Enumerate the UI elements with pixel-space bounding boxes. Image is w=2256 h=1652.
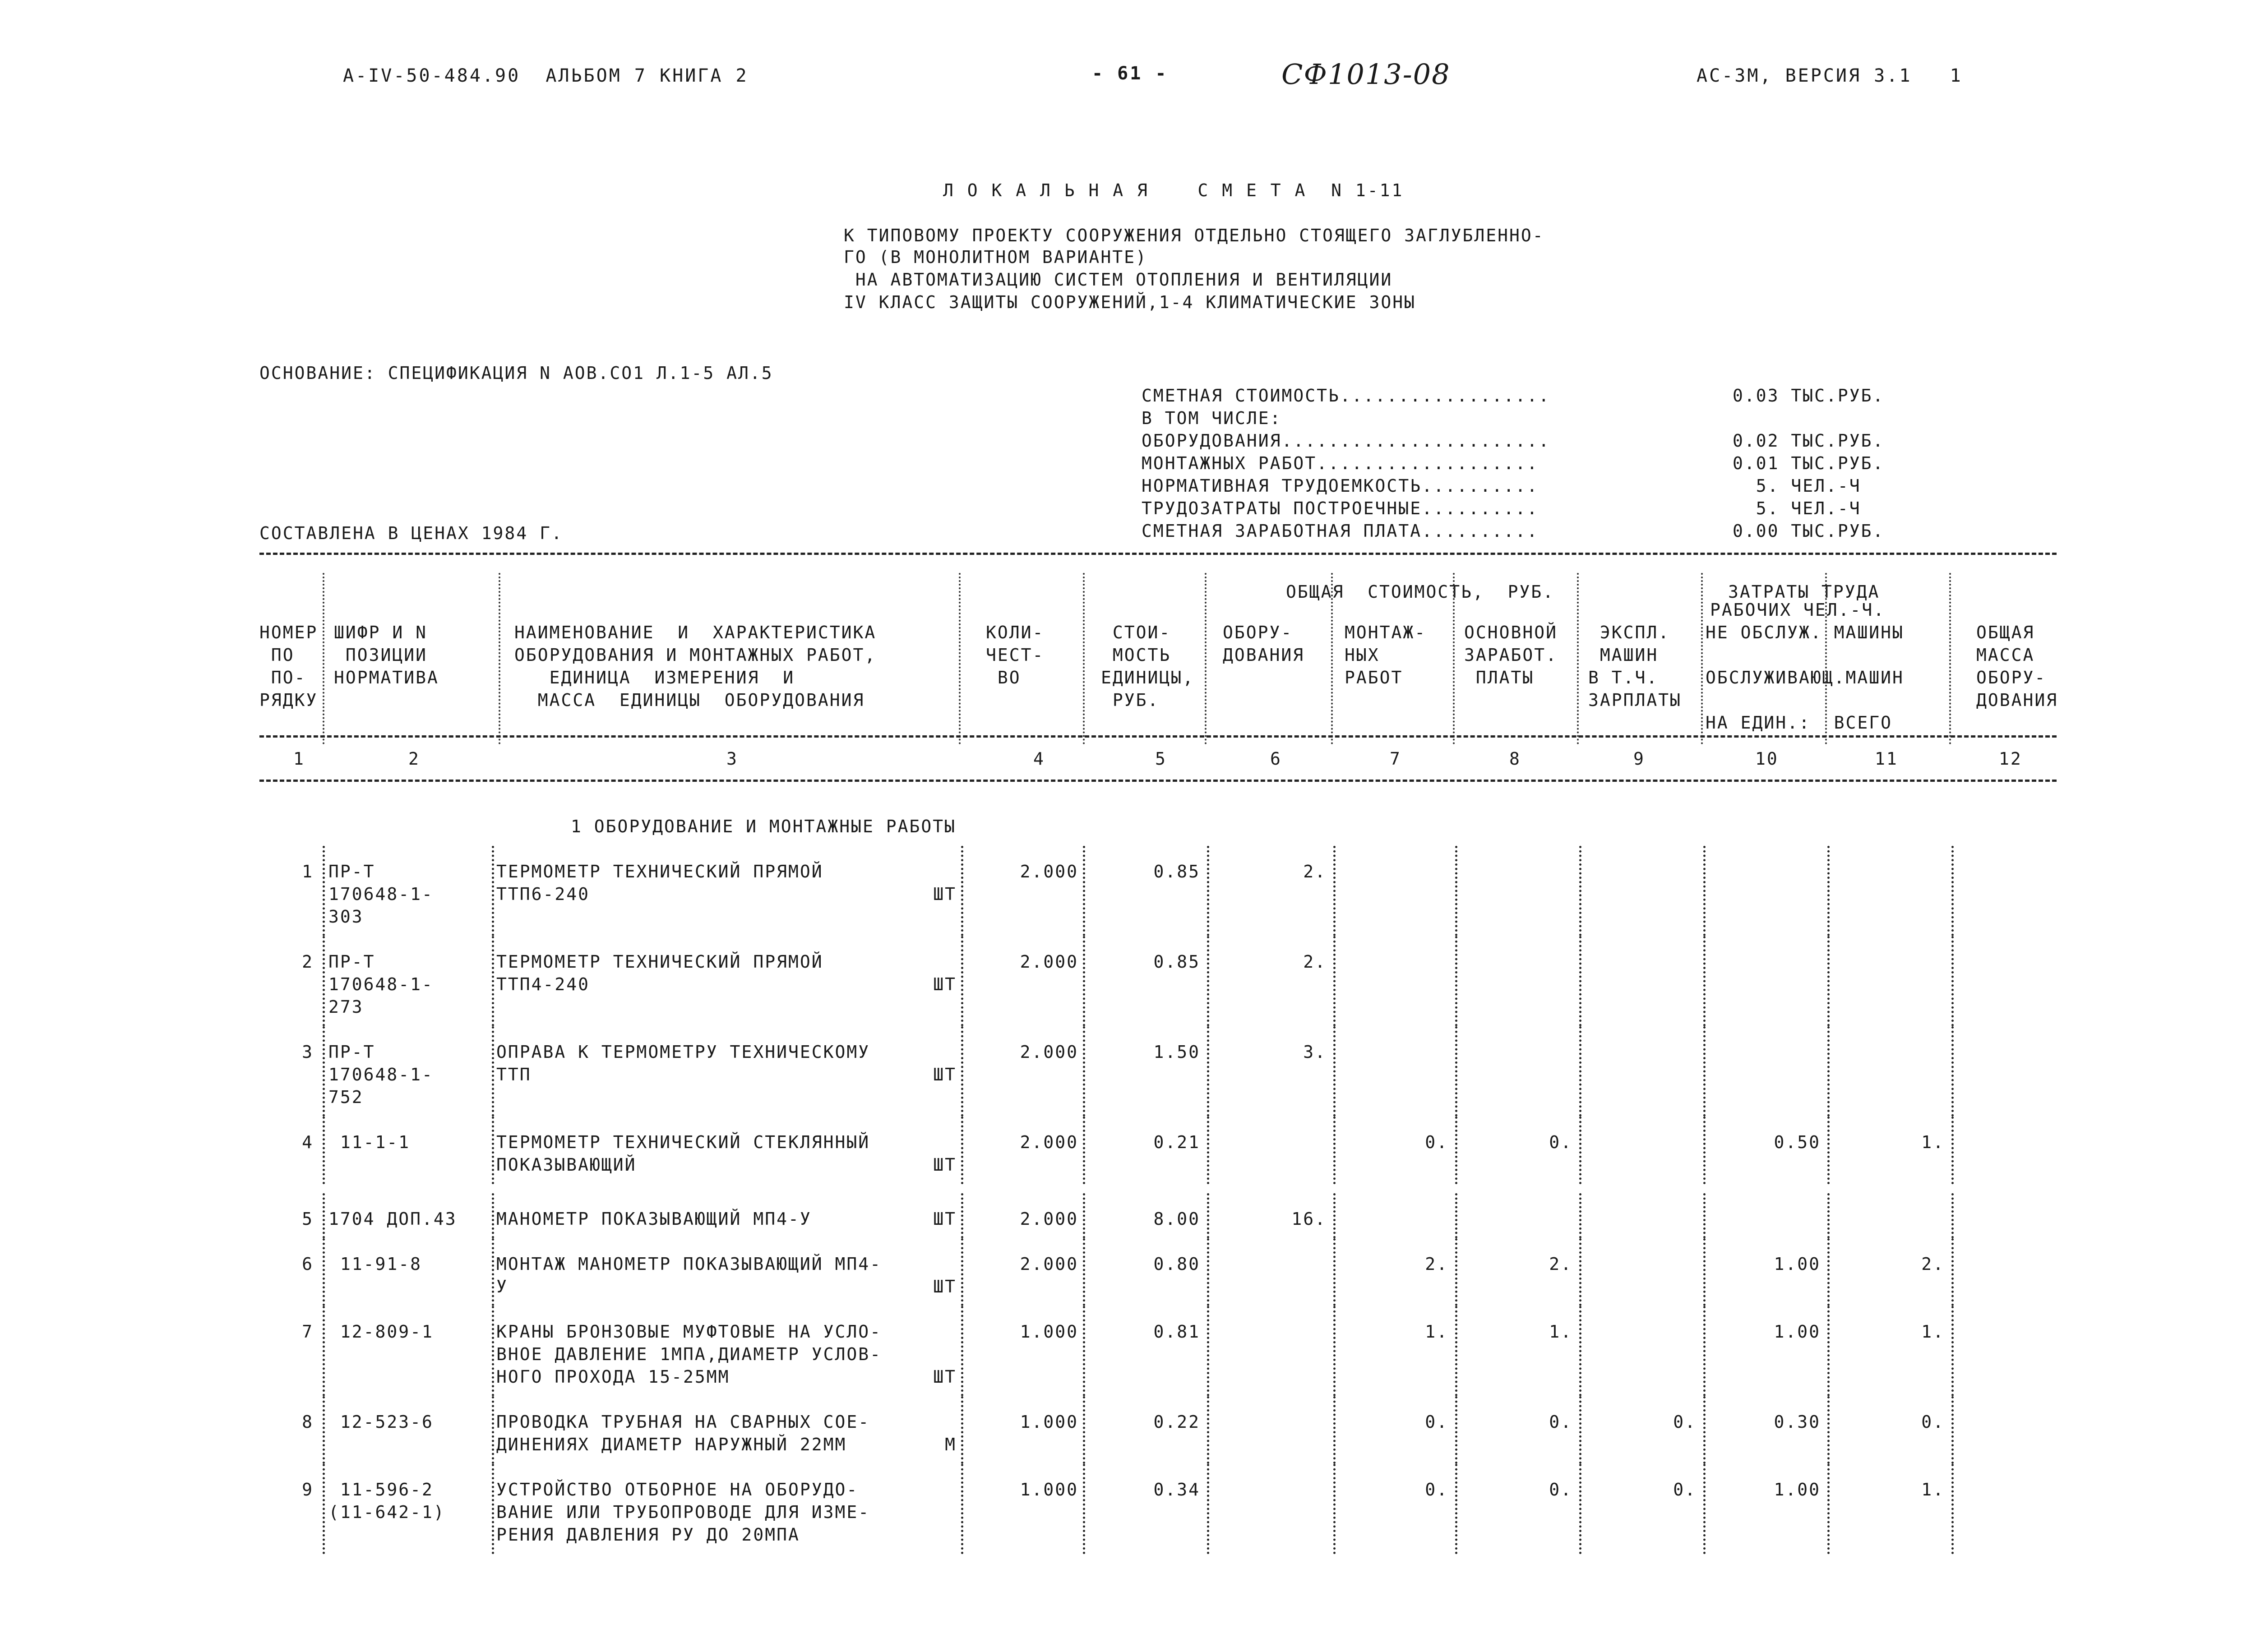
row-qty: 2.000 [1020, 1042, 1078, 1062]
row-column-divider [1951, 1306, 1954, 1396]
row-column-divider [492, 1117, 494, 1184]
row-labor-unit: 0.50 [1774, 1132, 1821, 1152]
column-header-c9: В Т.Ч. [1588, 668, 1659, 688]
row-column-divider [1703, 1238, 1706, 1306]
row-name: ДИНЕНИЯХ ДИАМЕТР НАРУЖНЫЙ 22ММ [496, 1435, 847, 1454]
row-column-divider [961, 846, 963, 936]
row-column-divider [1579, 1117, 1581, 1184]
row-column-divider [1333, 936, 1336, 1026]
row-column-divider [1455, 1306, 1457, 1396]
row-number: 5 [302, 1209, 314, 1229]
row-column-divider [1579, 846, 1581, 936]
column-header-c1: НОМЕР [259, 623, 318, 642]
column-separator [1701, 573, 1703, 744]
row-column-divider [323, 1396, 325, 1464]
row-column-divider [1951, 1026, 1954, 1117]
row-column-divider [1827, 1026, 1830, 1117]
header-rule-top [259, 553, 2057, 555]
row-column-divider [1703, 1026, 1706, 1117]
row-column-divider [1951, 1396, 1954, 1464]
row-unit: ШТ [933, 1367, 957, 1387]
row-column-divider [1083, 1193, 1085, 1238]
row-unit: ШТ [933, 884, 957, 904]
row-price: 1.50 [1153, 1042, 1200, 1062]
row-qty: 1.000 [1020, 1322, 1078, 1342]
column-number: 1 [293, 749, 305, 769]
row-equip: 3. [1303, 1042, 1327, 1062]
row-name: ТЕРМОМЕТР ТЕХНИЧЕСКИЙ ПРЯМОЙ [496, 862, 823, 881]
column-number: 4 [1033, 749, 1045, 769]
row-column-divider [492, 936, 494, 1026]
row-price: 8.00 [1153, 1209, 1200, 1229]
row-mach: 0. [1673, 1480, 1697, 1500]
row-column-divider [1703, 1396, 1706, 1464]
column-separator [1205, 573, 1207, 744]
summary-value: 0.03 ТЫС.РУБ. [1733, 386, 1885, 406]
row-column-divider [492, 1026, 494, 1117]
row-column-divider [961, 1238, 963, 1306]
row-column-divider [1083, 1306, 1085, 1396]
column-separator [1577, 573, 1579, 744]
row-column-divider [323, 1026, 325, 1117]
row-name: У [496, 1277, 508, 1297]
row-name: ТТП4-240 [496, 974, 590, 994]
row-price: 0.85 [1153, 862, 1200, 881]
row-labor-unit: 1.00 [1774, 1322, 1821, 1342]
row-qty: 1.000 [1020, 1480, 1078, 1500]
summary-value: 5. ЧЕЛ.-Ч [1733, 476, 1861, 496]
row-number: 8 [302, 1412, 314, 1432]
row-column-divider [961, 1396, 963, 1464]
row-qty: 2.000 [1020, 1209, 1078, 1229]
row-code: ПР-Т [328, 952, 375, 972]
row-column-divider [961, 1026, 963, 1117]
row-code: 273 [328, 997, 364, 1017]
column-header-labor: ЗАТРАТЫ ТРУДА [1728, 582, 1880, 602]
column-header-c3: МАССА ЕДИНИЦЫ ОБОРУДОВАНИЯ [514, 690, 865, 710]
row-mount: 0. [1425, 1132, 1448, 1152]
row-column-divider [1703, 1464, 1706, 1554]
row-unit: М [945, 1435, 957, 1454]
row-wage: 1. [1549, 1322, 1572, 1342]
row-name: ВАНИЕ ИЛИ ТРУБОПРОВОДЕ ДЛЯ ИЗМЕ- [496, 1502, 870, 1522]
row-column-divider [1579, 936, 1581, 1026]
row-labor-total: 0. [1921, 1412, 1945, 1432]
row-column-divider [1333, 1306, 1336, 1396]
row-column-divider [1951, 1117, 1954, 1184]
row-column-divider [1951, 936, 1954, 1026]
row-column-divider [492, 1464, 494, 1554]
column-header-total-cost: ОБЩАЯ СТОИМОСТЬ, РУБ. [1286, 582, 1555, 602]
row-column-divider [492, 1238, 494, 1306]
column-header-c12: ОБОРУ- [1976, 668, 2047, 688]
summary-label: СМЕТНАЯ ЗАРАБОТНАЯ ПЛАТА.......... [1142, 521, 1539, 541]
row-code: 303 [328, 907, 364, 927]
column-header-c5: ЕДИНИЦЫ, [1101, 668, 1195, 688]
column-header-c9: МАШИН [1588, 645, 1659, 665]
summary-label: СМЕТНАЯ СТОИМОСТЬ.................. [1142, 386, 1550, 406]
row-code: ПР-Т [328, 1042, 375, 1062]
row-price: 0.80 [1153, 1254, 1200, 1274]
row-equip: 2. [1303, 862, 1327, 881]
row-column-divider [492, 1193, 494, 1238]
row-column-divider [1579, 1396, 1581, 1464]
row-code: 170648-1- [328, 1065, 434, 1084]
row-column-divider [1827, 846, 1830, 936]
row-number: 2 [302, 952, 314, 972]
album-reference: А-IV-50-484.90 АЛЬБОМ 7 КНИГА 2 [343, 65, 749, 86]
handwritten-document-code: СФ1013-08 [1281, 58, 1451, 91]
column-header-c7: НЫХ [1345, 645, 1380, 665]
row-column-divider [323, 1193, 325, 1238]
software-version: АС-3М, ВЕРСИЯ 3.1 1 [1697, 65, 1963, 86]
row-column-divider [1455, 1193, 1457, 1238]
column-header-c1: ПО [259, 645, 295, 665]
column-number: 12 [1999, 749, 2022, 769]
row-column-divider [1083, 1026, 1085, 1117]
row-column-divider [323, 1117, 325, 1184]
column-header-c2: НОРМАТИВА [334, 668, 439, 688]
row-column-divider [1333, 1026, 1336, 1117]
column-header-c5: МОСТЬ [1101, 645, 1171, 665]
row-column-divider [1827, 1117, 1830, 1184]
row-column-divider [1827, 1193, 1830, 1238]
column-header-c12: МАССА [1976, 645, 2035, 665]
row-column-divider [1951, 846, 1954, 936]
row-code: 11-1-1 [328, 1132, 411, 1152]
row-column-divider [1207, 846, 1209, 936]
row-equip: 2. [1303, 952, 1327, 972]
row-column-divider [323, 936, 325, 1026]
row-column-divider [1579, 1026, 1581, 1117]
row-unit: ШТ [933, 974, 957, 994]
row-name: МАНОМЕТР ПОКАЗЫВАЮЩИЙ МП4-У [496, 1209, 812, 1229]
row-name: ПОКАЗЫВАЮЩИЙ [496, 1155, 637, 1175]
row-column-divider [1207, 1464, 1209, 1554]
column-number: 11 [1875, 749, 1898, 769]
row-unit: ШТ [933, 1065, 957, 1084]
column-separator [1949, 573, 1951, 744]
row-qty: 2.000 [1020, 952, 1078, 972]
column-header-c6: ОБОРУ- [1223, 623, 1293, 642]
row-price: 0.81 [1153, 1322, 1200, 1342]
column-header-c2: ПОЗИЦИИ [334, 645, 428, 665]
row-column-divider [1703, 846, 1706, 936]
row-code: 12-809-1 [328, 1322, 434, 1342]
column-header-c1: РЯДКУ [259, 690, 318, 710]
row-column-divider [1579, 1464, 1581, 1554]
column-number: 2 [408, 749, 420, 769]
column-header-c4: ЧЕСТ- [986, 645, 1045, 665]
row-price: 0.85 [1153, 952, 1200, 972]
column-header-labor: РАБОЧИХ ЧЕЛ.-Ч. [1710, 600, 1886, 620]
summary-label: ТРУДОЗАТРАТЫ ПОСТРОЕЧНЫЕ.......... [1142, 498, 1539, 518]
row-column-divider [1579, 1306, 1581, 1396]
column-header-c4: КОЛИ- [986, 623, 1045, 642]
column-header-labor: ОБСЛУЖИВАЮЩ.МАШИН [1706, 668, 1904, 688]
row-column-divider [1703, 1306, 1706, 1396]
summary-value: 5. ЧЕЛ.-Ч [1733, 498, 1861, 518]
column-header-c9: ЗАРПЛАТЫ [1588, 690, 1682, 710]
row-wage: 0. [1549, 1132, 1572, 1152]
row-name: ТТП [496, 1065, 532, 1084]
row-mount: 0. [1425, 1480, 1448, 1500]
row-mount: 2. [1425, 1254, 1448, 1274]
row-column-divider [323, 1306, 325, 1396]
row-code: 11-91-8 [328, 1254, 422, 1274]
column-header-labor: НЕ ОБСЛУЖ. МАШИНЫ [1706, 623, 1904, 642]
row-column-divider [1951, 1464, 1954, 1554]
row-name: МОНТАЖ МАНОМЕТР ПОКАЗЫВАЮЩИЙ МП4- [496, 1254, 882, 1274]
row-column-divider [961, 1306, 963, 1396]
title-line-5: IV КЛАСС ЗАЩИТЫ СООРУЖЕНИЙ,1-4 КЛИМАТИЧЕСКИЕ ЗОНЫ [844, 292, 1416, 312]
column-header-labor: НА ЕДИН.: ВСЕГО [1706, 713, 1893, 733]
column-number: 6 [1270, 749, 1282, 769]
column-header-c4: ВО [986, 668, 1021, 688]
row-column-divider [1455, 1396, 1457, 1464]
column-separator [1825, 573, 1827, 744]
row-column-divider [961, 1464, 963, 1554]
row-column-divider [1703, 1193, 1706, 1238]
row-column-divider [1951, 1193, 1954, 1238]
row-mount: 0. [1425, 1412, 1448, 1432]
column-number: 8 [1509, 749, 1521, 769]
row-column-divider [323, 1464, 325, 1554]
summary-label: В ТОМ ЧИСЛЕ: [1142, 408, 1282, 428]
row-column-divider [1083, 846, 1085, 936]
row-column-divider [1951, 1238, 1954, 1306]
row-column-divider [1207, 1026, 1209, 1117]
row-mount: 1. [1425, 1322, 1448, 1342]
row-number: 6 [302, 1254, 314, 1274]
column-header-c3: ЕДИНИЦА ИЗМЕРЕНИЯ И [514, 668, 795, 688]
title-line-3: ГО (В МОНОЛИТНОМ ВАРИАНТЕ) [844, 247, 1147, 267]
column-header-c3: ОБОРУДОВАНИЯ И МОНТАЖНЫХ РАБОТ, [514, 645, 877, 665]
row-column-divider [1703, 936, 1706, 1026]
column-number: 3 [726, 749, 738, 769]
row-code: 170648-1- [328, 884, 434, 904]
row-code: ПР-Т [328, 862, 375, 881]
column-header-c6: ДОВАНИЯ [1223, 645, 1305, 665]
row-name: УСТРОЙСТВО ОТБОРНОЕ НА ОБОРУДО- [496, 1480, 859, 1500]
row-price: 0.21 [1153, 1132, 1200, 1152]
column-header-c8: ОСНОВНОЙ [1464, 623, 1558, 642]
row-column-divider [1455, 936, 1457, 1026]
row-labor-total: 1. [1921, 1132, 1945, 1152]
row-equip: 16. [1291, 1209, 1327, 1229]
row-column-divider [1333, 1464, 1336, 1554]
row-column-divider [1083, 936, 1085, 1026]
row-column-divider [492, 846, 494, 936]
row-wage: 0. [1549, 1412, 1572, 1432]
row-code: 11-596-2 [328, 1480, 434, 1500]
row-column-divider [961, 936, 963, 1026]
row-column-divider [1207, 936, 1209, 1026]
column-header-c7: МОНТАЖ- [1345, 623, 1427, 642]
column-header-c5: РУБ. [1101, 690, 1160, 710]
row-column-divider [1083, 1396, 1085, 1464]
row-column-divider [1333, 1193, 1336, 1238]
row-number: 7 [302, 1322, 314, 1342]
basis-line: ОСНОВАНИЕ: СПЕЦИФИКАЦИЯ N АОВ.СО1 Л.1-5 АЛ.5 [259, 363, 773, 383]
column-number: 5 [1155, 749, 1167, 769]
column-header-c1: ПО- [259, 668, 306, 688]
row-labor-total: 1. [1921, 1480, 1945, 1500]
row-qty: 1.000 [1020, 1412, 1078, 1432]
column-header-c8: ПЛАТЫ [1464, 668, 1535, 688]
row-column-divider [1083, 1117, 1085, 1184]
column-separator [323, 573, 324, 744]
column-separator [959, 573, 961, 744]
row-column-divider [1827, 1238, 1830, 1306]
row-code: 170648-1- [328, 974, 434, 994]
title-line-2: К ТИПОВОМУ ПРОЕКТУ СООРУЖЕНИЯ ОТДЕЛЬНО СТОЯЩЕГО ЗАГЛУБЛЕННО- [844, 226, 1544, 245]
row-column-divider [961, 1193, 963, 1238]
row-column-divider [1333, 846, 1336, 936]
row-column-divider [492, 1306, 494, 1396]
row-code: 752 [328, 1087, 364, 1107]
row-labor-unit: 1.00 [1774, 1480, 1821, 1500]
summary-label: ОБОРУДОВАНИЯ....................... [1142, 431, 1550, 451]
row-name: НОГО ПРОХОДА 15-25ММ [496, 1367, 730, 1387]
row-code: 12-523-6 [328, 1412, 434, 1432]
row-name: ТТП6-240 [496, 884, 590, 904]
column-number: 9 [1633, 749, 1645, 769]
document-title: Л О К А Л Ь Н А Я С М Е Т А N 1-11 [943, 180, 1404, 200]
column-header-c3: НАИМЕНОВАНИЕ И ХАРАКТЕРИСТИКА [514, 623, 877, 642]
row-name: ОПРАВА К ТЕРМОМЕТРУ ТЕХНИЧЕСКОМУ [496, 1042, 870, 1062]
row-column-divider [961, 1117, 963, 1184]
column-header-c2: ШИФР И N [334, 623, 428, 642]
summary-value: 0.01 ТЫС.РУБ. [1733, 453, 1885, 473]
row-labor-total: 2. [1921, 1254, 1945, 1274]
row-code: (11-642-1) [328, 1502, 445, 1522]
summary-value: 0.02 ТЫС.РУБ. [1733, 431, 1885, 451]
row-column-divider [1207, 1396, 1209, 1464]
summary-label: НОРМАТИВНАЯ ТРУДОЕМКОСТЬ.......... [1142, 476, 1539, 496]
section-title: 1 ОБОРУДОВАНИЕ И МОНТАЖНЫЕ РАБОТЫ [571, 817, 956, 836]
column-header-c12: ОБЩАЯ [1976, 623, 2035, 642]
summary-label: МОНТАЖНЫХ РАБОТ................... [1142, 453, 1539, 473]
row-column-divider [1455, 1026, 1457, 1117]
row-qty: 2.000 [1020, 1132, 1078, 1152]
title-line-4: НА АВТОМАТИЗАЦИЮ СИСТЕМ ОТОПЛЕНИЯ И ВЕНТИЛЯЦИИ [844, 270, 1393, 290]
row-name: ПРОВОДКА ТРУБНАЯ НА СВАРНЫХ СОЕ- [496, 1412, 870, 1432]
row-column-divider [1827, 936, 1830, 1026]
row-wage: 0. [1549, 1480, 1572, 1500]
row-column-divider [1455, 1238, 1457, 1306]
page-number: - 61 - [1092, 63, 1168, 84]
column-separator [1083, 573, 1085, 744]
column-header-c12: ДОВАНИЯ [1976, 690, 2058, 710]
prices-year: СОСТАВЛЕНА В ЦЕНАХ 1984 Г. [259, 523, 563, 543]
column-header-c9: ЭКСПЛ. [1588, 623, 1670, 642]
row-column-divider [1455, 1464, 1457, 1554]
row-column-divider [323, 1238, 325, 1306]
column-header-c8: ЗАРАБОТ. [1464, 645, 1558, 665]
row-unit: ШТ [933, 1155, 957, 1175]
row-wage: 2. [1549, 1254, 1572, 1274]
row-column-divider [323, 846, 325, 936]
column-header-c7: РАБОТ [1345, 668, 1403, 688]
row-column-divider [1207, 1193, 1209, 1238]
column-number: 7 [1390, 749, 1401, 769]
row-column-divider [1083, 1464, 1085, 1554]
row-column-divider [1207, 1117, 1209, 1184]
row-number: 3 [302, 1042, 314, 1062]
row-price: 0.34 [1153, 1480, 1200, 1500]
column-separator [1453, 573, 1455, 744]
row-name: РЕНИЯ ДАВЛЕНИЯ РУ ДО 20МПА [496, 1525, 800, 1545]
row-column-divider [1455, 846, 1457, 936]
row-column-divider [1703, 1117, 1706, 1184]
row-column-divider [492, 1396, 494, 1464]
header-rule-bottom [259, 780, 2057, 782]
row-unit: ШТ [933, 1277, 957, 1297]
header-rule-mid [259, 735, 2057, 738]
row-code: 1704 ДОП.43 [328, 1209, 457, 1229]
row-column-divider [1827, 1464, 1830, 1554]
row-column-divider [1207, 1306, 1209, 1396]
row-column-divider [1827, 1306, 1830, 1396]
column-header-c5: СТОИ- [1101, 623, 1171, 642]
row-labor-total: 1. [1921, 1322, 1945, 1342]
row-column-divider [1827, 1396, 1830, 1464]
row-column-divider [1579, 1193, 1581, 1238]
row-name: ВНОЕ ДАВЛЕНИЕ 1МПА,ДИАМЕТР УСЛОВ- [496, 1344, 882, 1364]
row-name: КРАНЫ БРОНЗОВЫЕ МУФТОВЫЕ НА УСЛО- [496, 1322, 882, 1342]
row-column-divider [1455, 1117, 1457, 1184]
row-column-divider [1579, 1238, 1581, 1306]
row-column-divider [1207, 1238, 1209, 1306]
row-column-divider [1083, 1238, 1085, 1306]
column-separator [499, 573, 500, 744]
row-qty: 2.000 [1020, 1254, 1078, 1274]
row-mach: 0. [1673, 1412, 1697, 1432]
summary-value: 0.00 ТЫС.РУБ. [1733, 521, 1885, 541]
row-unit: ШТ [933, 1209, 957, 1229]
row-number: 9 [302, 1480, 314, 1500]
row-labor-unit: 1.00 [1774, 1254, 1821, 1274]
row-number: 4 [302, 1132, 314, 1152]
row-qty: 2.000 [1020, 862, 1078, 881]
row-name: ТЕРМОМЕТР ТЕХНИЧЕСКИЙ СТЕКЛЯННЫЙ [496, 1132, 870, 1152]
column-number: 10 [1755, 749, 1779, 769]
row-labor-unit: 0.30 [1774, 1412, 1821, 1432]
column-separator [1331, 573, 1333, 744]
row-price: 0.22 [1153, 1412, 1200, 1432]
row-number: 1 [302, 862, 314, 881]
row-name: ТЕРМОМЕТР ТЕХНИЧЕСКИЙ ПРЯМОЙ [496, 952, 823, 972]
